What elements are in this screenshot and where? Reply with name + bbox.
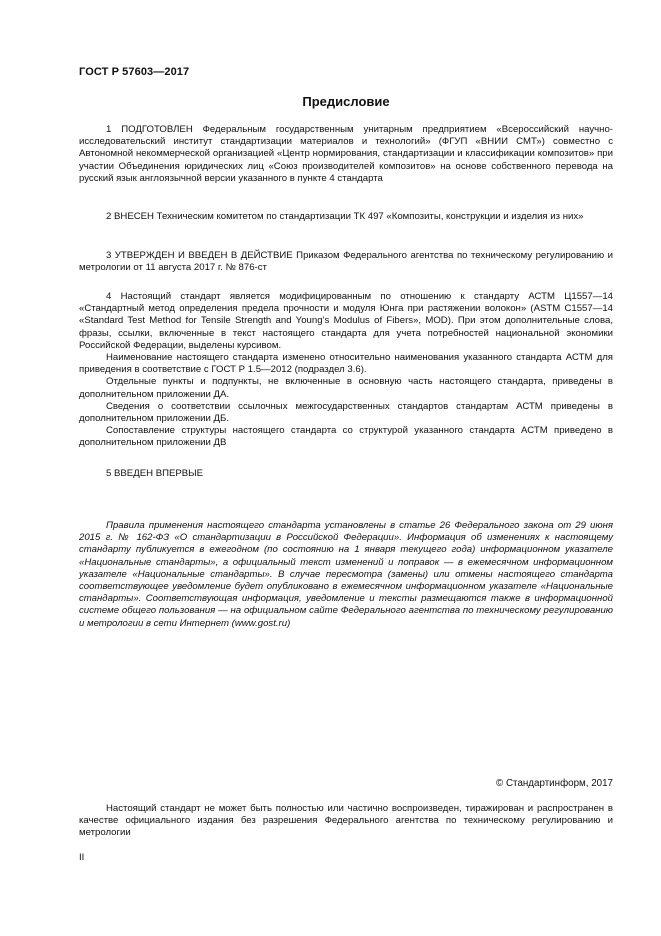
- page-title: Предисловие: [302, 94, 390, 109]
- section-4: [79, 291, 613, 450]
- section-4-paragraph-2: Наименование настоящего стандарта изменено относительно наименования указанного стандарта АСТМ для приведения в соответствие с ГОСТ Р 1.5—2012 (подраздел 3.6).: [79, 352, 613, 376]
- section-3-text: 3 УТВЕРЖДЕН И ВВЕДЕН В ДЕЙСТВИЕ Приказом Федерального агентства по техническому регулированию и метрологии от 11 августа 2017 г. № 876-ст: [79, 250, 613, 274]
- section-1: [79, 124, 613, 185]
- page-number: II: [79, 852, 85, 863]
- rules-notice: [79, 520, 613, 630]
- copyright-line: © Стандартинформ, 2017: [496, 778, 613, 789]
- section-4-paragraph-1: 4 Настоящий стандарт является модифицированным по отношению к стандарту АСТМ Ц1557—14 «Стандартный метод определения предела прочности и модуля Юнга при растяжении волокон» (ASTM C1557—14 «Standard Test Method for Tensile Strength and Young’s Modulus of Fibers», MOD). При этом дополнительные слова, фразы, ссылки, включенные в текст настоящего стандарта для учета потребностей национальной экономики Российской Федерации, выделены курсивом.: [79, 291, 613, 351]
- section-2-text: 2 ВНЕСЕН Техническим комитетом по стандартизации ТК 497 «Композиты, конструкции и изделия из них»: [106, 211, 584, 222]
- section-5: [79, 468, 613, 480]
- section-3: [79, 250, 613, 274]
- rules-notice-text: Правила применения настоящего стандарта установлены в статье 26 Федерального закона от 29 июня 2015 г. № 162-ФЗ «О стандартизации в Российской Федерации». Информация об изменениях к настоящему стандарту публикуется в ежегодном (по состоянию на 1 января текущего года) информационном указателе «Национальные стандарты», а официальный текст изменений и поправок — в ежемесячном информационном указателе «Национальные стандарты». В случае пересмотра (замены) или отмены настоящего стандарта соответствующее уведомление будет опубликовано в ежемесячном информационном указателе «Национальные стандарты». Соответствующая информация, уведомление и тексты размещаются также в информационной системе общего пользования — на официальном сайте Федерального агентства по техническому регулированию и метрологии в сети Интернет (www.gost.ru): [79, 520, 613, 629]
- section-4-paragraph-3: Отдельные пункты и подпункты, не включенные в основную часть настоящего стандарта, приведены в дополнительном приложении ДА.: [79, 376, 613, 400]
- section-4-paragraph-5: Сопоставление структуры настоящего стандарта со структурой указанного стандарта АСТМ приведено в дополнительном приложении ДВ: [79, 425, 613, 449]
- section-2: [79, 211, 613, 223]
- section-1-text: 1 ПОДГОТОВЛЕН Федеральным государственным унитарным предприятием «Всероссийский научно-исследовательский институт стандартизации материалов и технологий» (ФГУП «ВНИИ СМТ») совместно с Автономной некоммерческой организацией «Центр нормирования, стандартизации и классификации композитов» при участии Объединения юридических лиц «Союз производителей композитов» на основе собственного перевода на русский язык англоязычной версии указанного в пункте 4 стандарта: [79, 124, 613, 184]
- section-5-text: 5 ВВЕДЕН ВПЕРВЫЕ: [106, 468, 204, 479]
- reproduction-notice: [79, 803, 613, 840]
- document-code: ГОСТ Р 57603—2017: [79, 66, 190, 78]
- section-4-paragraph-4: Сведения о соответствии ссылочных межгосударственных стандартов стандартам АСТМ приведены в дополнительном приложении ДБ.: [79, 400, 613, 425]
- reproduction-notice-text: Настоящий стандарт не может быть полностью или частично воспроизведен, тиражирован и распространен в качестве официального издания без разрешения Федерального агентства по техническому регулированию и метрологии: [79, 803, 613, 839]
